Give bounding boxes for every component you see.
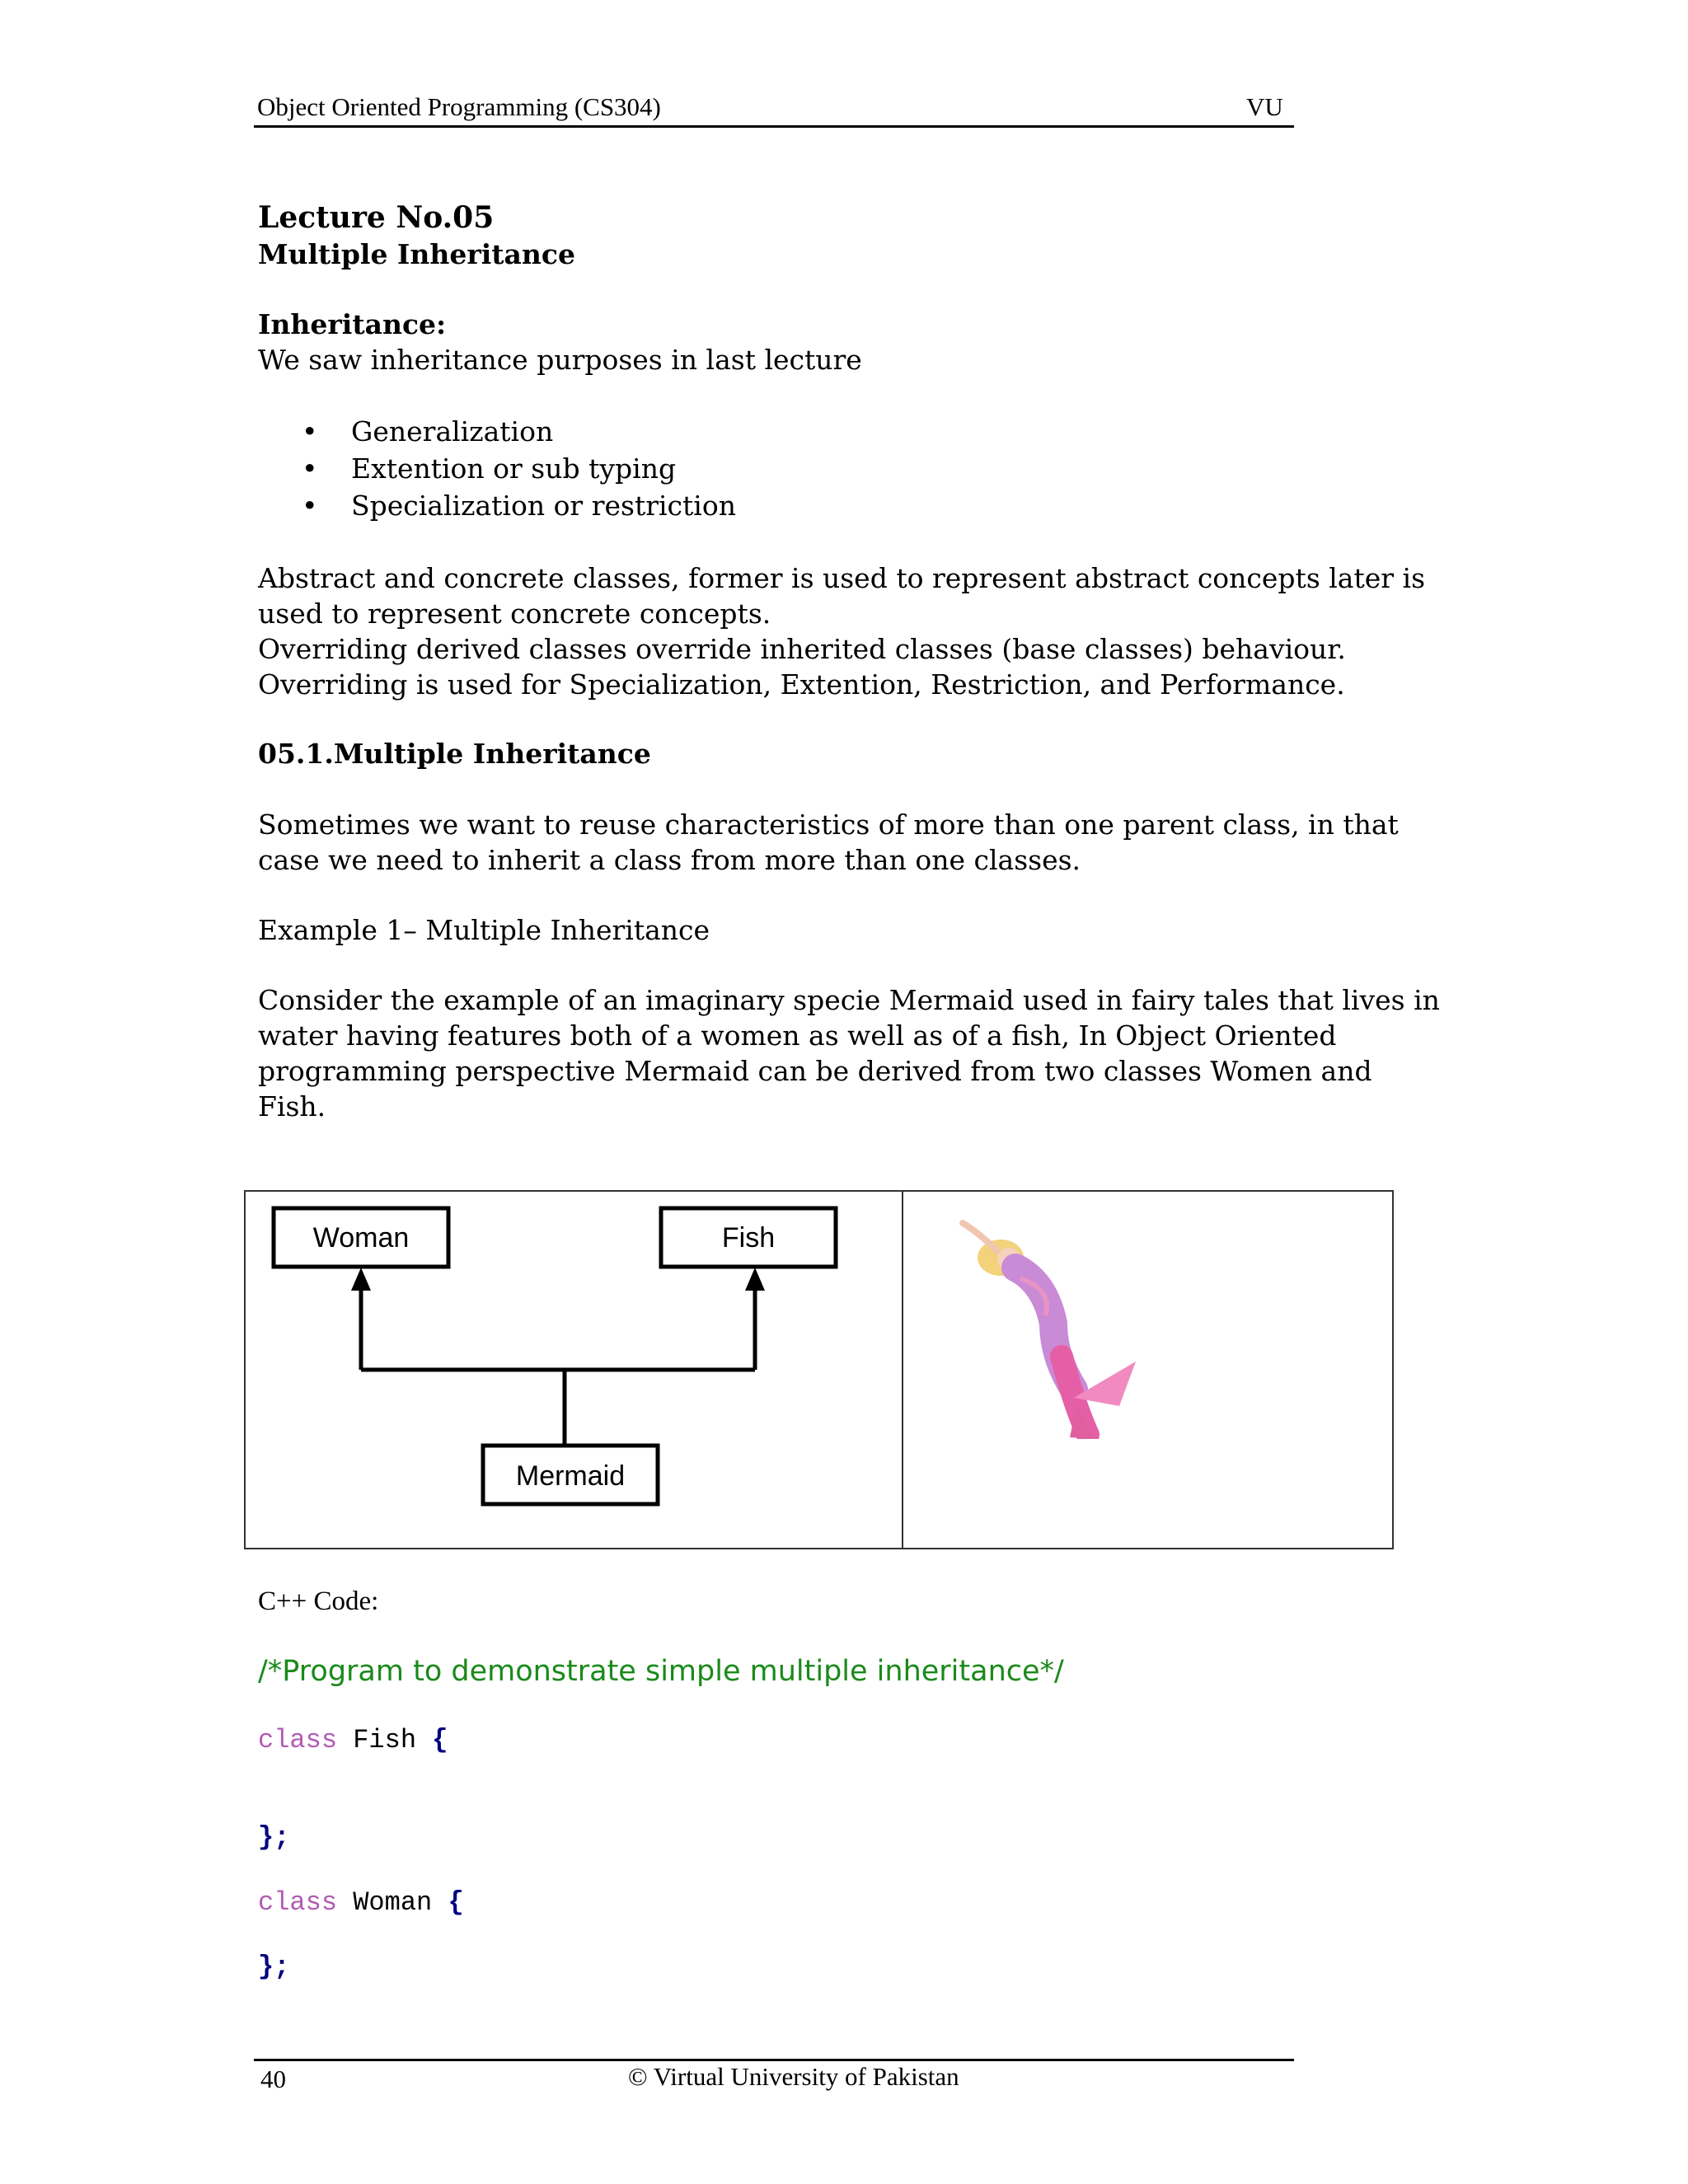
- page-number: 40: [260, 2064, 286, 2093]
- example-text: Consider the example of an imaginary specie Mermaid used in fairy tales that lives in water having features both of a women as well as of a fish, In Object Oriented programming perspective Mermaid can be derived from two classes Women and Fish.: [258, 984, 1440, 1122]
- code-line-close-woman: };: [258, 1952, 290, 1982]
- list-item: • Generalization: [302, 415, 554, 448]
- header-rule: [254, 125, 1294, 128]
- mermaid-class-label: Mermaid: [515, 1460, 626, 1492]
- code-line-class-fish: class Fish {: [258, 1725, 448, 1755]
- woman-arrow-icon: [351, 1268, 371, 1291]
- code-comment: /*Program to demonstrate simple multiple inheritance*/: [258, 1655, 1064, 1688]
- arm-shape: [963, 1223, 997, 1251]
- overriding-paragraph: Abstract and concrete classes, former is used to represent abstract concepts later is used to represent concrete concepts. Overriding derived classes override inherited classes (base classes) behaviour. Overriding is used for Specialization, Extention, Restriction, and Performance.: [258, 562, 1426, 701]
- purpose-list: [302, 414, 736, 525]
- code-label: C++ Code:: [258, 1586, 379, 1616]
- inheritance-intro: We saw inheritance purposes in last lecture: [258, 344, 862, 376]
- footer-rule: [254, 2059, 1294, 2061]
- bullet-icon: •: [302, 452, 318, 485]
- inheritance-heading: Inheritance:: [258, 308, 447, 340]
- fish-arrow-icon: [745, 1268, 765, 1291]
- footer-copyright: © Virtual University of Pakistan: [628, 2062, 959, 2091]
- figure-divider: [902, 1192, 903, 1548]
- header-course: Object Oriented Programming (CS304): [257, 92, 661, 121]
- lecture-title: Multiple Inheritance: [258, 238, 575, 270]
- mermaid-image: [930, 1200, 1202, 1439]
- bullet-icon: •: [302, 415, 318, 448]
- class-diagram: [246, 1192, 902, 1548]
- list-item: • Specialization or restriction: [302, 490, 736, 522]
- code-line-class-woman: class Woman {: [258, 1887, 464, 1918]
- bullet-icon: •: [302, 490, 318, 522]
- section-intro: Sometimes we want to reuse characteristics of more than one parent class, in that case we need to inherit a class from more than one classes.: [258, 808, 1399, 876]
- list-item: • Extention or sub typing: [302, 452, 677, 485]
- example-title: Example 1– Multiple Inheritance: [258, 914, 710, 946]
- lecture-number: Lecture No.05: [258, 200, 495, 235]
- section-heading: 05.1.Multiple Inheritance: [258, 738, 651, 770]
- code-line-close-fish: };: [258, 1822, 290, 1853]
- fish-class-label: Fish: [721, 1222, 776, 1254]
- woman-class-label: Woman: [312, 1222, 410, 1254]
- inheritance-figure: [244, 1190, 1394, 1549]
- header-institution: VU: [1246, 92, 1283, 121]
